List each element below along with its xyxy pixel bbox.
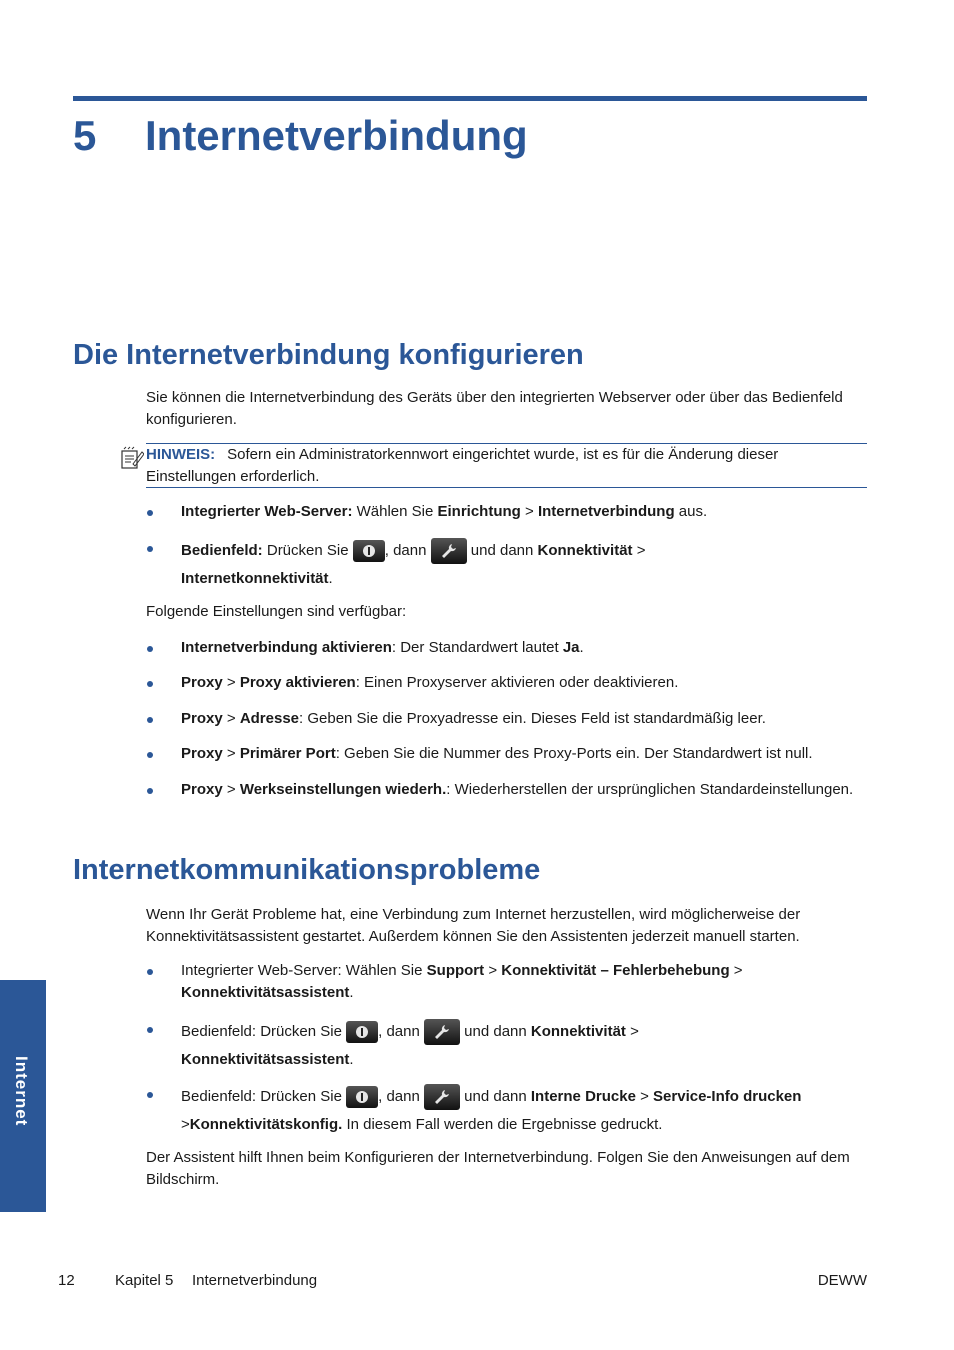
bullet-dot [147,1027,153,1033]
bullet-dot [147,717,153,723]
section-heading-problems: Internetkommunikationsprobleme [73,854,541,886]
wrench-button-icon [424,1019,460,1045]
page-number: 12 [58,1272,75,1289]
info-button-icon [346,1021,378,1043]
list-item: Internetverbindung aktivieren: Der Standardwert lautet Ja. [181,639,584,656]
section2-intro: Wenn Ihr Gerät Probleme hat, eine Verbindung zum Internet herzustellen, wird möglicherweise der Konnektivitätsassistent gestartet. Außerdem können Sie den Assistenten jederzeit manuell starten. [146,906,801,945]
list-item: Integrierter Web-Server: Wählen Sie Support > Konnektivität – Fehlerbehebung > Konnektivitätsassistent. [181,962,743,1001]
wrench-button-icon [424,1084,460,1110]
side-tab-label: Internet [12,1056,31,1127]
section2-outro: Der Assistent hilft Ihnen beim Konfigurieren der Internetverbindung. Folgen Sie den Anweisungen auf dem Bildschirm. [146,1149,850,1188]
list-item: Proxy > Werkseinstellungen wiederh.: Wiederherstellen der ursprünglichen Standardeinstellungen. [181,781,854,798]
footer-code: DEWW [817,1272,867,1289]
info-button-icon [346,1086,378,1108]
bullet-dot [147,788,153,794]
info-button-icon [353,540,385,562]
bullet-dot [147,646,153,652]
chapter-rule [73,96,867,101]
bullet-dot [147,681,153,687]
list-item: Bedienfeld: Drücken Sie , dann und dann Interne Drucke > Service-Info drucken >Konnektivitätskonfig. In diesem Fall werden die Ergebnisse gedruckt. [181,1083,868,1139]
footer-chapter: Kapitel 5 [115,1272,174,1289]
note-label: HINWEIS: [146,446,216,463]
list-item: Bedienfeld: Drücken Sie , dann und dann Konnektivität > Internetkonnektivität. [181,537,868,593]
section1-intro: Sie können die Internetverbindung des Geräts über den integrierten Webserver oder über das Bedienfeld konfigurieren. [146,389,843,428]
chapter-number: 5 [73,112,97,159]
side-tab [0,980,46,1212]
list-item: Integrierter Web-Server: Wählen Sie Einrichtung > Internetverbindung aus. [181,503,708,520]
list-item: Proxy > Primärer Port: Geben Sie die Nummer des Proxy-Ports ein. Der Standardwert ist null. [181,745,813,762]
bullet-dot [147,510,153,516]
footer-chapter-title: Internetverbindung [192,1272,318,1289]
note-text-block [146,444,868,487]
bullet-dot [147,969,153,975]
note-icon [120,446,144,470]
note-text: Sofern ein Administratorkennwort eingerichtet wurde, ist es für die Änderung dieser Einstellungen erforderlich. [146,446,779,485]
chapter-title: Internetverbindung [145,112,528,159]
wrench-button-icon [431,538,467,564]
bullet-dot [147,1092,153,1098]
bullet-dot [147,546,153,552]
section-heading-configure: Die Internetverbindung konfigurieren [73,339,584,371]
settings-intro: Folgende Einstellungen sind verfügbar: [146,603,407,620]
note-bottom-rule [146,487,867,488]
bullet-dot [147,752,153,758]
list-item: Bedienfeld: Drücken Sie , dann und dann Konnektivität > Konnektivitätsassistent. [181,1018,868,1074]
list-item: Proxy > Adresse: Geben Sie die Proxyadresse ein. Dieses Feld ist standardmäßig leer. [181,710,766,727]
list-item: Proxy > Proxy aktivieren: Einen Proxyserver aktivieren oder deaktivieren. [181,674,679,691]
